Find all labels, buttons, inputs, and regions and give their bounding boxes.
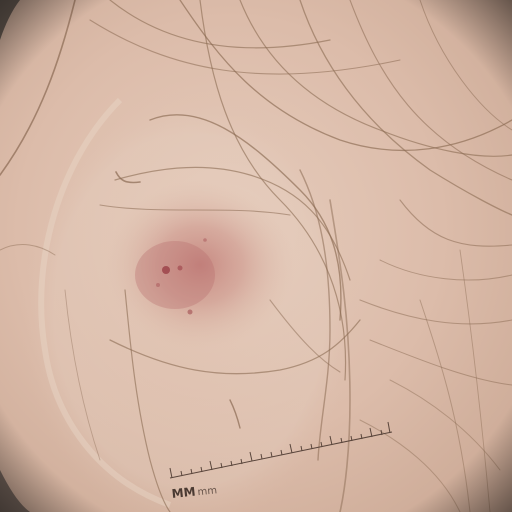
scale-label-unit: mm	[197, 485, 218, 499]
scale-label-main: MM	[171, 484, 197, 501]
